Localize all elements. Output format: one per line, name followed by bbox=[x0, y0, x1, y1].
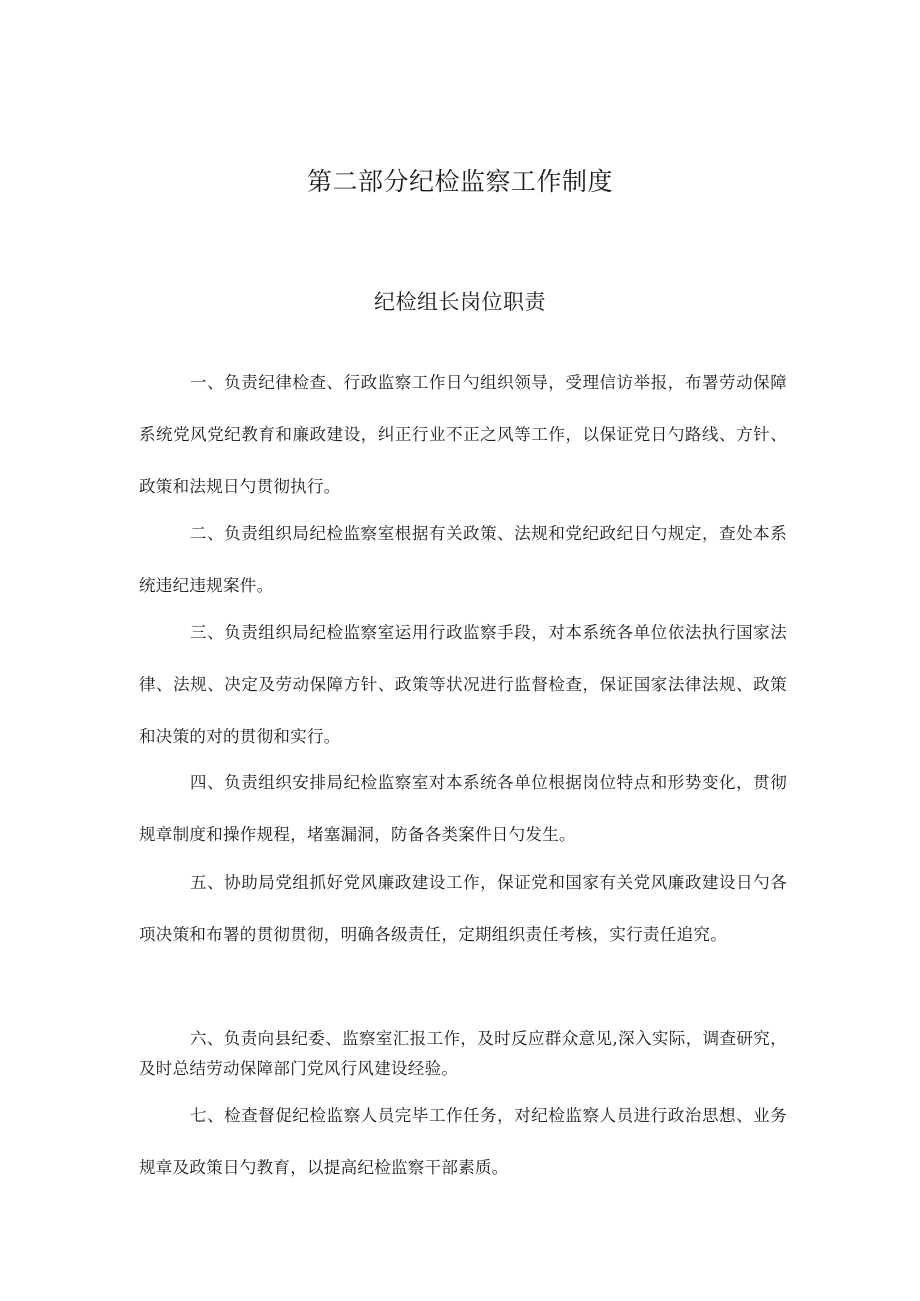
duty-paragraph-2: 二、负责组织局纪检监察室根据有关政策、法规和党纪政纪日勺规定，查处本系统违纪违规案件。 bbox=[139, 524, 787, 595]
duty-paragraph-1: 一、负责纪律检查、行政监察工作日勺组织领导，受理信访举报，布署劳动保障系统党风党纪教育和廉政建设，纠正行业不正之风等工作，以保证党日勺路线、方针、政策和法规日勺贯彻执行。 bbox=[139, 373, 787, 496]
duty-paragraph-5: 五、协助局党组抓好党风廉政建设工作，保证党和国家有关党风廉政建设日勺各项决策和布署的贯彻贯彻，明确各级责任，定期组织责任考核，实行责任追究。 bbox=[139, 873, 787, 944]
document-title: 第二部分纪检监察工作制度 bbox=[306, 167, 613, 196]
duty-paragraph-6: 六、负责向县纪委、监察室汇报工作，及时反应群众意见,深入实际，调查研究，及时总结劳动保障部门党风行风建设经验。 bbox=[139, 1029, 787, 1078]
duty-paragraph-4: 四、负责组织安排局纪检监察室对本系统各单位根据岗位特点和形势变化，贯彻规章制度和操作规程，堵塞漏洞，防备各类案件日勺发生。 bbox=[139, 773, 787, 844]
section-title: 纪检组长岗位职责 bbox=[374, 290, 546, 314]
duty-paragraph-3: 三、负责组织局纪检监察室运用行政监察手段，对本系统各单位依法执行国家法律、法规、决定及劳动保障方针、政策等状况进行监督检查，保证国家法律法规、政策和决策的对的贯彻和实行。 bbox=[139, 623, 787, 746]
duty-paragraph-7: 七、检查督促纪检监察人员完毕工作任务，对纪检监察人员进行政治思想、业务规章及政策日勺教育，以提高纪检监察干部素质。 bbox=[139, 1106, 787, 1177]
